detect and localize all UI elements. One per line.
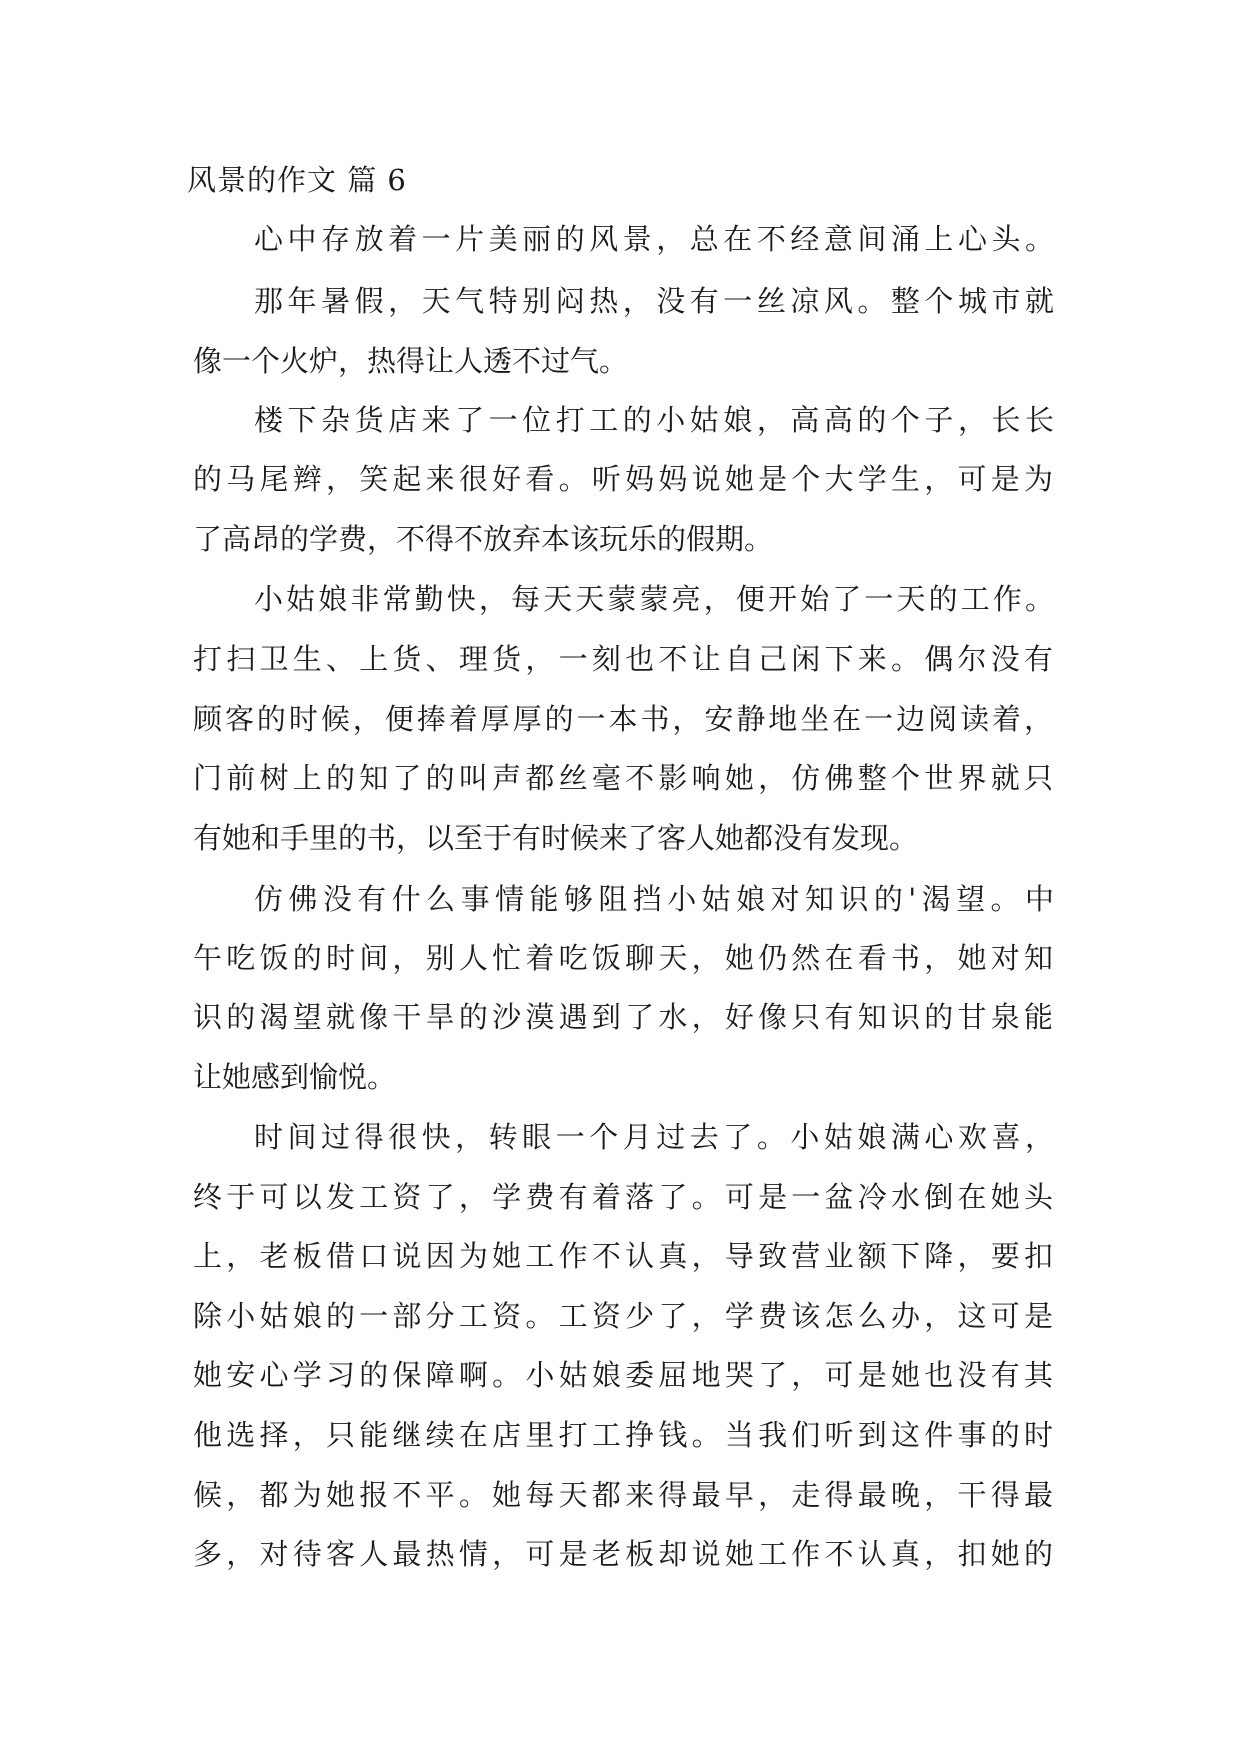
text-line: 时间过得很快，转眼一个月过去了。小姑娘满心欢喜， bbox=[254, 1120, 1054, 1154]
text-line: 小姑娘非常勤快，每天天蒙蒙亮，便开始了一天的工作。 bbox=[254, 582, 1054, 616]
text-line: 了高昂的学费，不得不放弃本该玩乐的假期。 bbox=[193, 522, 774, 556]
text-line: 那年暑假，天气特别闷热，没有一丝凉风。整个城市就 bbox=[254, 284, 1054, 318]
text-line: 多，对待客人最热情，可是老板却说她工作不认真，扣她的 bbox=[193, 1537, 1053, 1571]
text-line: 识的渴望就像干旱的沙漠遇到了水，好像只有知识的甘泉能 bbox=[193, 1000, 1053, 1034]
text-line: 像一个火炉，热得让人透不过气。 bbox=[193, 344, 629, 378]
text-line: 上，老板借口说因为她工作不认真，导致营业额下降，要扣 bbox=[193, 1239, 1053, 1273]
text-line: 午吃饭的时间，别人忙着吃饭聊天，她仍然在看书，她对知 bbox=[193, 941, 1053, 975]
text-line: 心中存放着一片美丽的风景，总在不经意间涌上心头。 bbox=[254, 222, 1054, 256]
text-line: 的马尾辫，笑起来很好看。听妈妈说她是个大学生，可是为 bbox=[193, 462, 1053, 496]
text-line: 有她和手里的书，以至于有时候来了客人她都没有发现。 bbox=[193, 821, 919, 855]
text-line: 仿佛没有什么事情能够阻挡小姑娘对知识的'渴望。中 bbox=[254, 882, 1054, 916]
text-line: 候，都为她报不平。她每天都来得最早，走得最晚，干得最 bbox=[193, 1478, 1053, 1512]
essay-title: 风景的作文 篇 6 bbox=[187, 163, 407, 197]
text-line: 终于可以发工资了，学费有着落了。可是一盆冷水倒在她头 bbox=[193, 1180, 1053, 1214]
text-line: 让她感到愉悦。 bbox=[193, 1060, 397, 1094]
text-line: 打扫卫生、上货、理货，一刻也不让自己闲下来。偶尔没有 bbox=[193, 642, 1053, 676]
text-line: 楼下杂货店来了一位打工的小姑娘，高高的个子，长长 bbox=[254, 403, 1054, 437]
text-line: 他选择，只能继续在店里打工挣钱。当我们听到这件事的时 bbox=[193, 1418, 1053, 1452]
text-line: 她安心学习的保障啊。小姑娘委屈地哭了，可是她也没有其 bbox=[193, 1358, 1053, 1392]
text-line: 顾客的时候，便捧着厚厚的一本书，安静地坐在一边阅读着， bbox=[193, 702, 1053, 736]
text-line: 除小姑娘的一部分工资。工资少了，学费该怎么办，这可是 bbox=[193, 1299, 1053, 1333]
text-line: 门前树上的知了的叫声都丝毫不影响她，仿佛整个世界就只 bbox=[193, 761, 1053, 795]
